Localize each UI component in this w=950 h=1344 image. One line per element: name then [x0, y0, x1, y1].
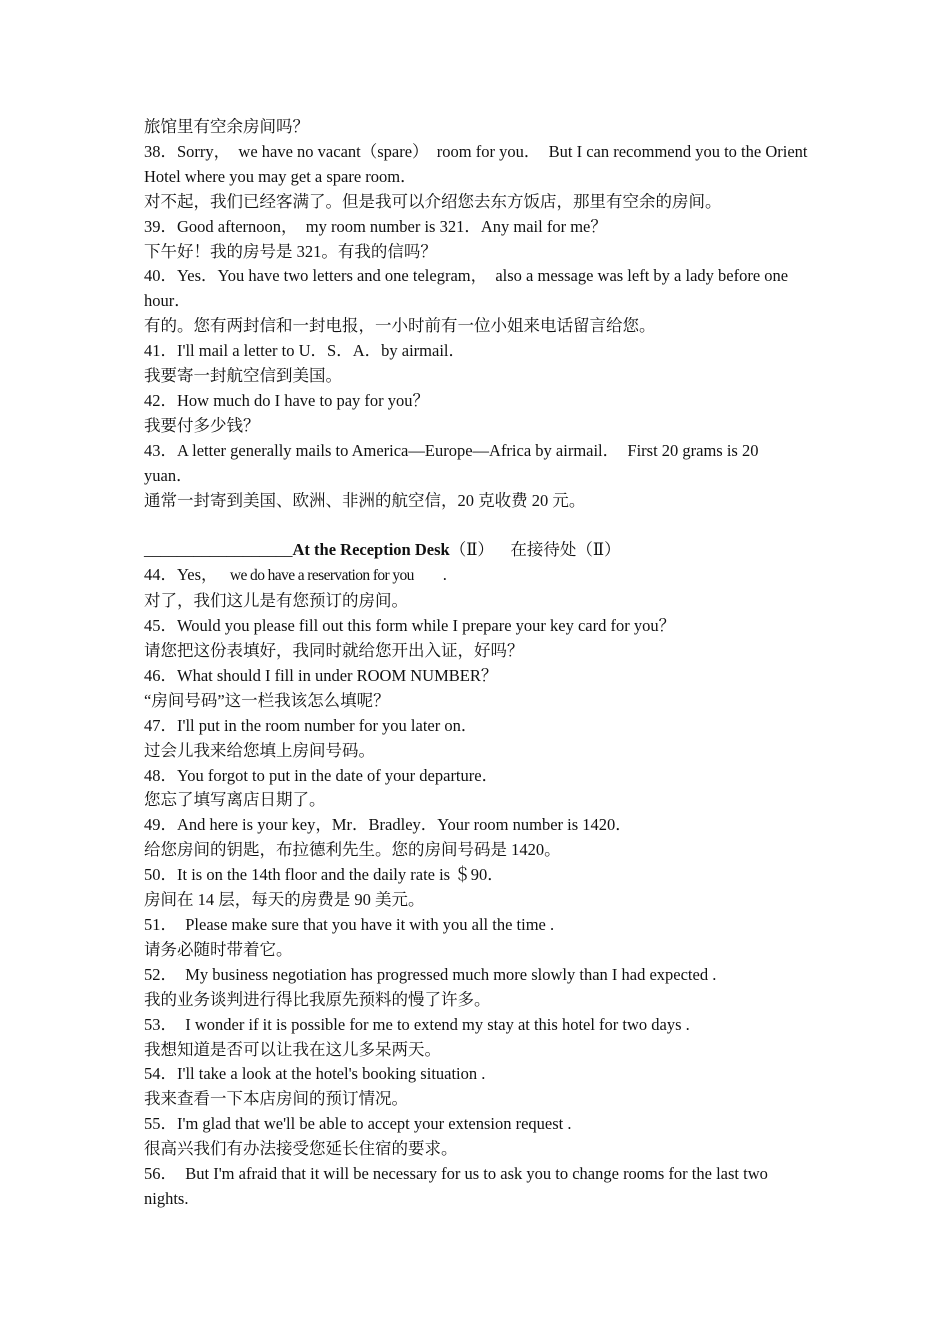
- text-line: 46．What should I fill in under ROOM NUMBER？: [144, 665, 498, 685]
- text-line: 52． My business negotiation has progressed much more slowly than I had expected .: [144, 964, 717, 984]
- text-line: 51． Please make sure that you have it with you all the time .: [144, 914, 555, 934]
- text-line: 请务必随时带着它。: [144, 939, 293, 959]
- text-line: 有的。您有两封信和一封电报，一小时前有一位小姐来电话留言给您。: [144, 316, 656, 336]
- text-line: 43．A letter generally mails to America—Europe—Africa by airmail． First 20 grams is 20 yuan．: [144, 440, 763, 485]
- text-line: 通常一封寄到美国、欧洲、非洲的航空信，20 克收费 20 元。: [144, 490, 586, 510]
- text-line: 您忘了填写离店日期了。: [144, 790, 326, 810]
- text-line: 过会儿我来给您填上房间号码。: [144, 740, 375, 760]
- text-line: 下午好！我的房号是 321。有我的信吗？: [144, 241, 437, 261]
- text-line: 请您把这份表填好，我同时就给您开出入证，好吗？: [144, 641, 524, 661]
- text-line: 对不起，我们已经客满了。但是我可以介绍您去东方饭店，那里有空余的房间。: [144, 191, 722, 211]
- text-line: 53． I wonder if it is possible for me to extend my stay at this hotel for two days .: [144, 1014, 690, 1034]
- text-line: 房间在 14 层，每天的房费是 90 美元。: [144, 890, 425, 910]
- text-line: 很高兴我们有办法接受您延长住宿的要求。: [144, 1139, 458, 1159]
- text-line: 47．I'll put in the room number for you later on．: [144, 715, 478, 735]
- line-44: [144, 563, 810, 589]
- text-line: 45．Would you please fill out this form while I prepare your key card for you？: [144, 616, 676, 636]
- text-line: 50．It is on the 14th floor and the daily rate is ＄90．: [144, 865, 504, 885]
- heading-blank: __________________: [144, 540, 293, 560]
- text-line: 55．I'm glad that we'll be able to accept your extension request .: [144, 1114, 572, 1134]
- text-line: 我要付多少钱？: [144, 415, 260, 435]
- text-block-bottom: [144, 589, 810, 1212]
- text-line: 旅馆里有空余房间吗？: [144, 117, 309, 136]
- text-line: 42．How much do I have to pay for you？: [144, 390, 430, 410]
- text-line: 38．Sorry， we have no vacant（spare） room for you． But I can recommend you to the Orient Hotel where you may get a spare room．: [144, 141, 812, 186]
- text-line: 41．I'll mail a letter to U．S．A．by airmail．: [144, 341, 466, 361]
- line-44-condensed-text: we do have a reservation for you: [229, 567, 414, 585]
- text-line: 对了，我们这儿是有您预订的房间。: [144, 591, 408, 611]
- line-44-number: 44．Yes，: [144, 565, 230, 585]
- text-line: 我的业务谈判进行得比我原先预料的慢了许多。: [144, 989, 491, 1009]
- text-line: 我想知道是否可以让我在这儿多呆两天。: [144, 1039, 441, 1059]
- text-line: 我要寄一封航空信到美国。: [144, 366, 342, 386]
- text-line: 54．I'll take a look at the hotel's booking situation .: [144, 1064, 486, 1084]
- text-block-top: [144, 115, 810, 514]
- text-line: 给您房间的钥匙，布拉德利先生。您的房间号码是 1420。: [144, 840, 561, 860]
- section-gap: [144, 514, 810, 539]
- text-line: 39．Good afternoon， my room number is 321．Any mail for me？: [144, 216, 607, 236]
- text-line: 49．And here is your key，Mr．Bradley．Your room number is 1420．: [144, 815, 632, 835]
- section-heading: [144, 538, 810, 563]
- line-44-tail: .: [413, 565, 447, 585]
- text-line: 40．Yes．You have two letters and one telegram， also a message was left by a lady before one hour．: [144, 266, 793, 311]
- heading-rest: （Ⅱ） 在接待处（Ⅱ）: [449, 540, 621, 560]
- text-line: 56． But I'm afraid that it will be necessary for us to ask you to change rooms for the last two nights.: [144, 1164, 772, 1208]
- text-line: “房间号码”这一栏我该怎么填呢？: [144, 690, 390, 710]
- text-line: 我来查看一下本店房间的预订情况。: [144, 1089, 408, 1109]
- text-line: 48．You forgot to put in the date of your departure．: [144, 765, 499, 785]
- heading-title: At the Reception Desk: [292, 540, 450, 560]
- document-page: [144, 115, 810, 1212]
